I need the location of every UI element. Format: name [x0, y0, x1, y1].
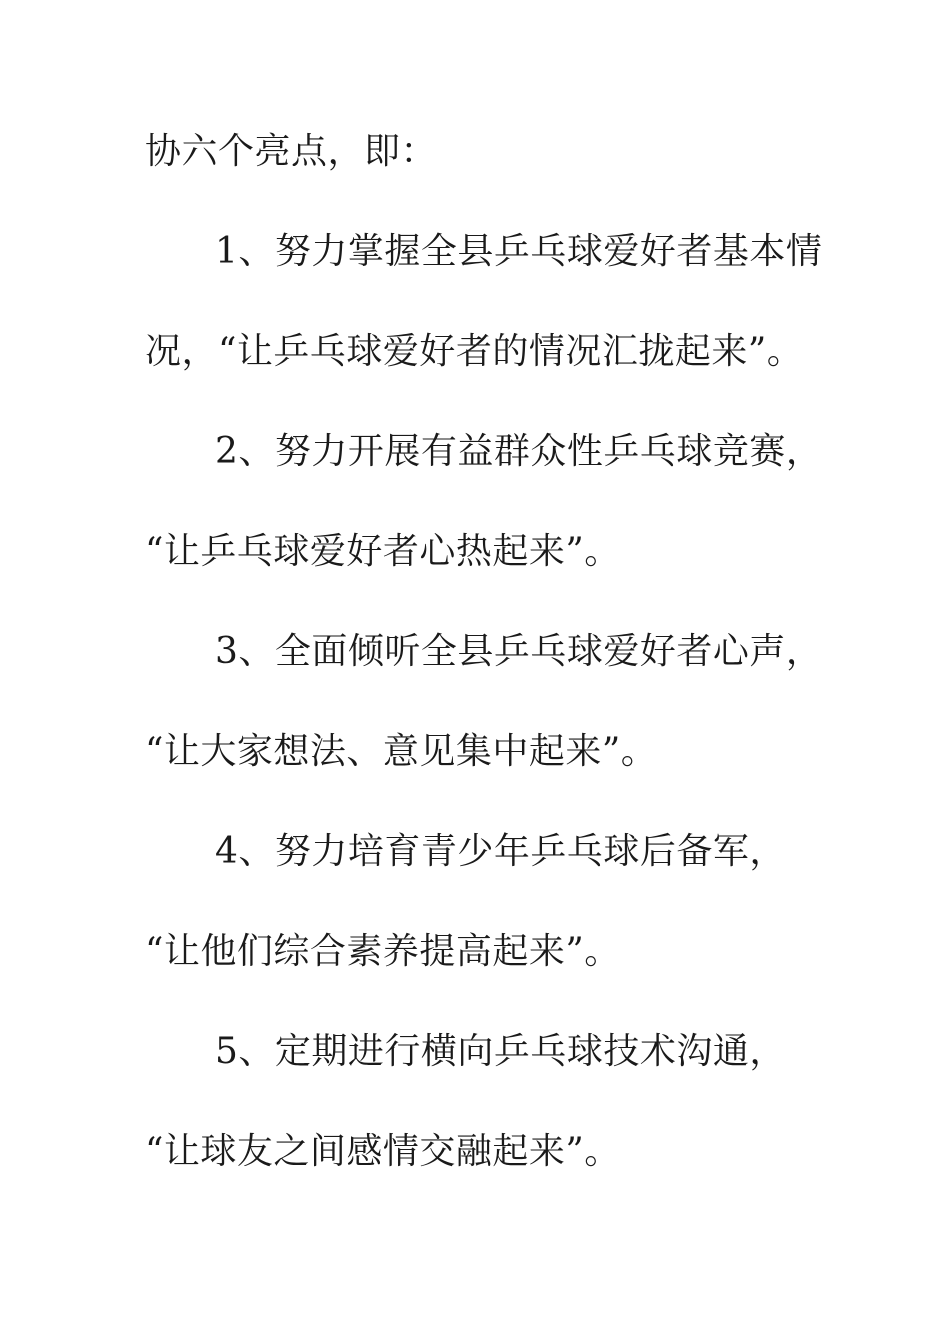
text-line-item-4-cont: “让他们综合素养提高起来”。: [145, 931, 621, 972]
text-line-item-5-cont: “让球友之间感情交融起来”。: [145, 1131, 621, 1172]
text-line-intro: 协六个亮点，即：: [145, 131, 438, 172]
text-line-item-1-cont: 况，“让乒乓球爱好者的情况汇拢起来”。: [145, 331, 804, 372]
text-line-item-2-cont: “让乒乓球爱好者心热起来”。: [145, 531, 621, 572]
text-line-item-2: 2、努力开展有益群众性乒乓球竞赛，: [215, 431, 823, 472]
text-line-item-4: 4、努力培育青少年乒乓球后备军，: [215, 831, 786, 872]
text-line-item-3-cont: “让大家想法、意见集中起来”。: [145, 731, 658, 772]
text-line-item-3: 3、全面倾听全县乒乓球爱好者心声，: [215, 631, 823, 672]
text-line-item-5: 5、定期进行横向乒乓球技术沟通，: [215, 1031, 786, 1072]
text-line-item-1: 1、努力掌握全县乒乓球爱好者基本情: [215, 231, 823, 272]
